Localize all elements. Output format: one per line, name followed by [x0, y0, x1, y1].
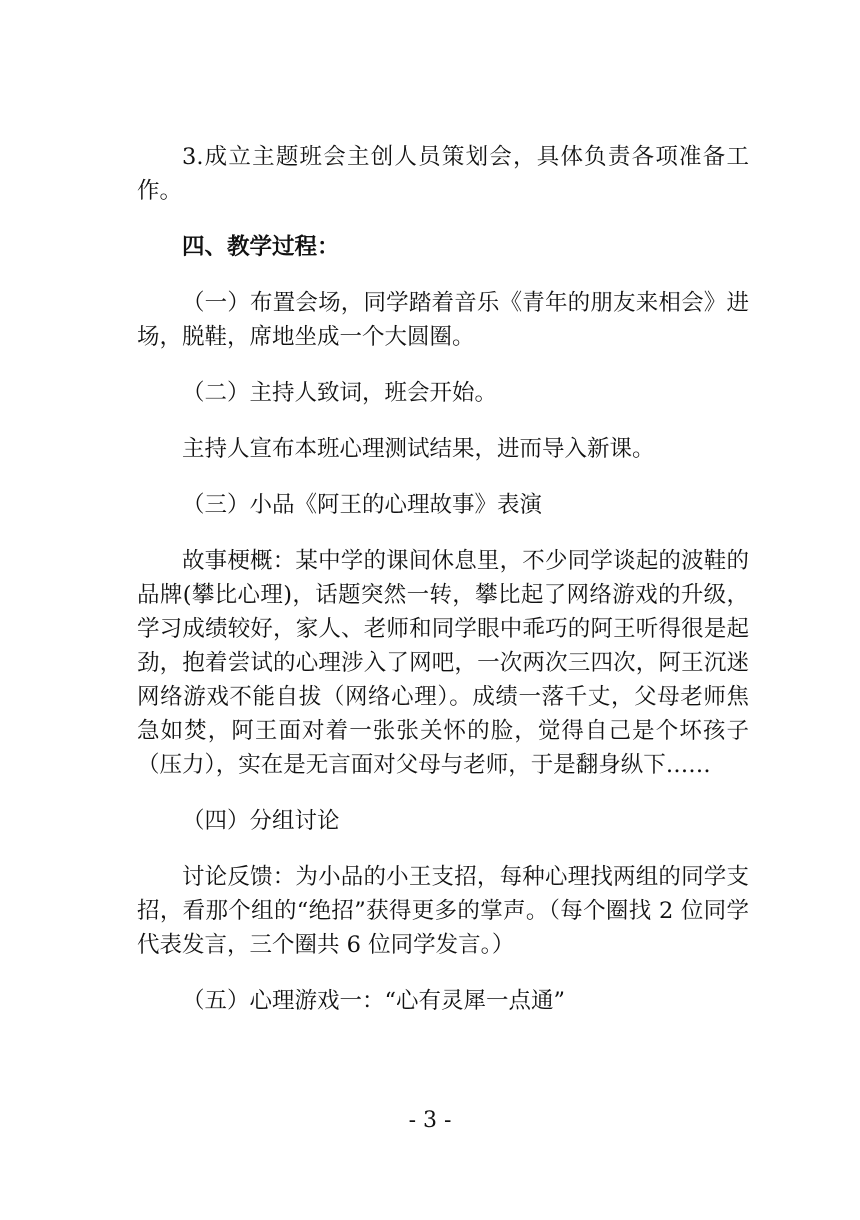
section-heading-teaching-process: 四、教学过程：	[182, 234, 340, 260]
paragraph-discussion-feedback: 讨论反馈：为小品的小王支招，每种心理找两组的同学支招，看那个组的“绝招”获得更多的掌声。（每个圈找 2 位同学代表发言，三个圈共 6 位同学发言。）	[137, 864, 749, 958]
paragraph-step-3: （三）小品《阿王的心理故事》表演	[182, 492, 543, 518]
paragraph-step-5: （五）心理游戏一：“心有灵犀一点通”	[182, 988, 566, 1014]
paragraph-prep-item-3: 3.成立主题班会主创人员策划会，具体负责各项准备工作。	[137, 144, 749, 204]
paragraph-story-summary: 故事梗概：某中学的课间休息里，不少同学谈起的波鞋的品牌(攀比心理)，话题突然一转，攀比起了网络游戏的升级，学习成绩较好，家人、老师和同学眼中乖巧的阿王听得很是起劲，抱着尝试的心理涉入了网吧，一次两次三四次，阿王沉迷网络游戏不能自拔（网络心理）。成绩一落千丈，父母老师焦急如焚，阿王面对着一张张关怀的脸，觉得自己是个坏孩子（压力），实在是无言面对父母与老师，于是翻身纵下……	[137, 548, 749, 778]
paragraph-announce-results: 主持人宣布本班心理测试结果，进而导入新课。	[182, 436, 655, 462]
page-number: - 3 -	[408, 1108, 452, 1133]
paragraph-step-2: （二）主持人致词，班会开始。	[182, 380, 498, 406]
paragraph-step-1: （一）布置会场，同学踏着音乐《青年的朋友来相会》进场，脱鞋，席地坐成一个大圆圈。	[137, 290, 749, 350]
document-body	[137, 140, 749, 1040]
paragraph-step-4: （四）分组讨论	[182, 808, 340, 834]
